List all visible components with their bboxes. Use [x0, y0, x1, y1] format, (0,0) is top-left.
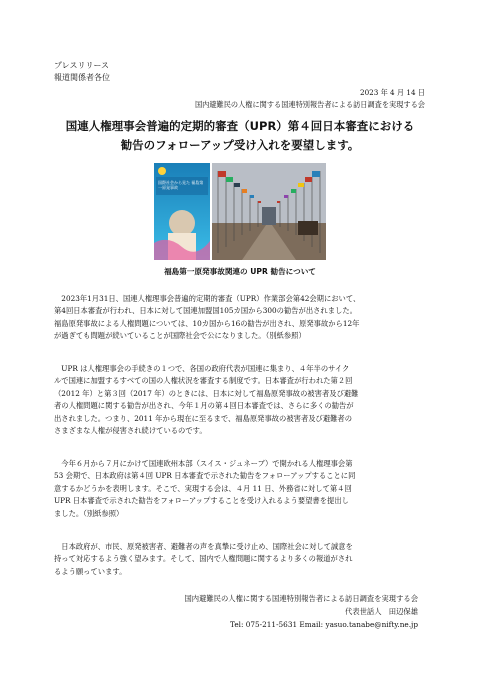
paragraph-line: （2012 年）と第３回（2017 年）のときには、日本に対して福島原発事故の被害者及び避難: [54, 388, 359, 398]
paragraph-line: 持って対応するよう強く望みます。そして、国内で人権問題に関するより多くの報道がされ: [54, 554, 353, 564]
paragraph-line: 福島原発事故による人権問題については、10カ国から16の勧告が出され、原発事故から12年: [54, 318, 360, 328]
paragraph-line: るよう願っています。: [54, 566, 127, 576]
paragraph-line: が過ぎても問題が続いていることが国際社会で公になりました。（別紙参照）: [54, 331, 306, 341]
report-poster-graphic: [154, 163, 210, 260]
paragraph-4: [54, 541, 426, 578]
press-release-label: プレスリリース: [54, 61, 110, 70]
broken-chair-plaza-photo: [212, 163, 326, 260]
issuing-organization: 国内避難民の人権に関する国連特別報告者による訪日調査を実現する会: [194, 100, 425, 109]
paragraph-2: [54, 363, 426, 437]
footer-contact: Tel: 075-211-5631 Email: yasuo.tanabe@nifty.ne.jp: [230, 620, 418, 629]
section-caption: 福島第一原発事故関連の UPR 勧告について: [164, 267, 316, 276]
footer-representative: 代表世話人 田辺保雄: [345, 607, 418, 616]
paragraph-line: 出されました。つまり、2011 年から現在に至るまで、福島原発事故の被害者及び避難者の: [54, 413, 353, 423]
paragraph-line: UPR 日本審査で示された勧告をフォローアップすることを受け入れるよう要望書を提出し: [54, 496, 349, 506]
poster-text: 国際社会から見た 福島第一原発事故: [158, 180, 204, 190]
paragraph-line: ました。（別紙参照）: [54, 508, 124, 518]
paragraph-3: [54, 458, 426, 520]
footer-organization: 国内避難民の人権に関する国連特別報告者による訪日調査を実現する会: [184, 594, 418, 603]
paragraph-line: さまざまな人権が侵害され続けているのです。: [54, 426, 207, 436]
paragraph-line: 第4回日本審査が行われ、日本に対して国連加盟国105カ国から300の勧告が出されました。: [54, 306, 357, 316]
addressees-label: 報道関係者各位: [54, 73, 110, 82]
paragraph-line: 意するかどうかを表明します。そこで、実現する会は、４月 11 日、外務省に対して第４回: [54, 483, 352, 493]
paragraph-line: 者の人権問題に関する勧告が出され、今年１月の第４回日本審査では、さらに多くの勧告が: [54, 401, 354, 411]
paragraph-line: UPR は人権理事会の手続きの１つで、各国の政府代表が国連に集まり、４年半のサイク: [54, 364, 350, 373]
title-line-2: 勧告のフォローアップ受け入れを要望します。: [120, 138, 360, 152]
report-poster-image: [154, 163, 210, 260]
paragraph-1: [54, 293, 426, 343]
paragraph-line: 2023年1月31日、国連人権理事会普遍的定期的審査（UPR）作業部会第42会期において、: [54, 294, 361, 303]
paragraph-line: ルで国連に加盟するすべての国の人権状況を審査する制度です。日本審査が行われた第２回: [54, 376, 353, 386]
paragraph-line: 今年６月から７月にかけて国連欧州本部（スイス・ジュネーブ）で開かれる人権理事会第: [54, 459, 353, 468]
release-date: 2023 年 4 月 14 日: [360, 88, 425, 97]
title-line-1: 国連人権理事会普遍的定期的審査（UPR）第４回日本審査における: [65, 119, 415, 133]
paragraph-line: 日本政府が、市民、原発被害者、避難者の声を真摯に受け止め、国際社会に対して誠意を: [54, 542, 353, 551]
flag-plaza-graphic: [212, 163, 326, 260]
paragraph-line: 53 会期で、日本政府は第４回 UPR 日本審査で示された勧告をフォローアップすることに同: [54, 471, 356, 481]
